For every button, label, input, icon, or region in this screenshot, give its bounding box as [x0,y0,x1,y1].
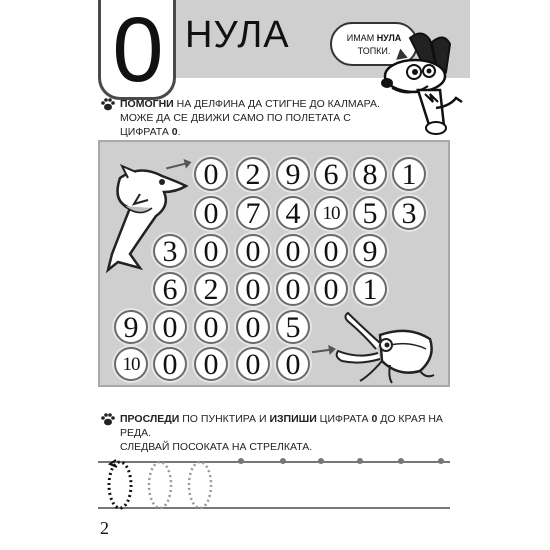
maze-cell-value: 5 [285,311,301,344]
task1-text3-suffix: . [177,126,181,138]
maze-cell[interactable] [236,196,270,230]
maze-cell-value: 9 [123,311,139,344]
maze-cell-value: 0 [203,311,219,344]
maze-cell-value: 0 [245,348,261,381]
maze-cell[interactable] [194,196,228,230]
maze-cell-value: 0 [323,235,339,268]
task2-text3: ДО КРАЯ НА РЕДА. [120,413,443,439]
maze-cell[interactable] [236,310,270,344]
maze-cell-value: 4 [285,197,301,230]
maze-cell[interactable] [236,347,270,381]
task1-bold: ПОМОГНИ [120,98,174,110]
maze-cell-value: 0 [245,311,261,344]
maze-cell-value: 3 [401,197,417,230]
maze-cell-value: 0 [203,348,219,381]
page-number: 2 [100,518,109,538]
maze-cell[interactable] [353,234,387,268]
trace-start-dot[interactable] [357,458,363,464]
speech-line1-bold: НУЛА [376,33,402,43]
task2-instruction [120,412,460,454]
maze-cell[interactable] [236,272,270,306]
maze-cell-value: 9 [285,158,301,191]
maze-cell[interactable] [276,310,310,344]
maze-cell-value: 0 [162,311,178,344]
task1-text1: НА ДЕЛФИНА ДА СТИГНЕ ДО КАЛМАРА. [173,98,380,110]
maze-cell-value: 1 [401,158,417,191]
maze-cell-value: 0 [245,235,261,268]
maze-cell[interactable] [276,196,310,230]
task2-digit: 0 [371,413,378,425]
paw-icon [100,411,116,427]
task1-text3-prefix: ЦИФРАТА [120,126,172,138]
maze-cell[interactable] [194,347,228,381]
dog-illustration [370,28,465,138]
maze-cell-value: 10 [322,203,340,224]
maze-cell-value: 7 [245,197,261,230]
maze-cell-value: 3 [162,235,178,268]
maze-cell[interactable] [392,196,426,230]
maze-cell-value: 0 [203,197,219,230]
speech-line1-prefix: ИМАМ [346,33,377,43]
maze-cell[interactable] [194,272,228,306]
squid-illustration [330,305,440,385]
maze-cell[interactable] [353,157,387,191]
maze-cell-value: 0 [285,273,301,306]
maze-cell[interactable] [314,272,348,306]
maze-cell-value: 8 [362,158,378,191]
maze-cell[interactable] [153,272,187,306]
trace-zero-dashed[interactable] [145,454,175,514]
maze-cell[interactable] [114,347,148,381]
big-digit: 0 [112,0,164,101]
maze-cell[interactable] [314,157,348,191]
maze-cell-value: 2 [245,158,261,191]
maze-cell[interactable] [276,157,310,191]
maze-cell[interactable] [153,310,187,344]
maze-cell-value: 0 [285,235,301,268]
maze-cell-value: 0 [203,158,219,191]
maze-cell-value: 1 [362,273,378,306]
maze-cell[interactable] [314,196,348,230]
maze-cell[interactable] [153,347,187,381]
task1-instruction [120,97,380,139]
maze-cell-value: 9 [362,235,378,268]
task1-text3-digit: 0 [171,126,178,138]
task2-bold2: ИЗПИШИ [269,413,317,425]
maze-cell[interactable] [276,272,310,306]
maze-cell[interactable] [194,234,228,268]
task2-text1: ПО ПУНКТИРА И [179,413,270,425]
task2-text2: ЦИФРАТА [316,413,372,425]
maze-cell-value: 0 [245,273,261,306]
page-title: НУЛА [185,14,290,56]
maze-cell-value: 2 [203,273,219,306]
paw-icon [100,96,116,112]
trace-zero-with-arrow [104,454,138,514]
maze-cell[interactable] [236,157,270,191]
trace-start-dot[interactable] [438,458,444,464]
trace-start-dot[interactable] [238,458,244,464]
maze-cell-value: 5 [362,197,378,230]
speech-line2: ТОПКИ. [357,46,391,56]
task2-line2: СЛЕДВАЙ ПОСОКАТА НА СТРЕЛКАТА. [120,441,313,453]
maze-cell-value: 0 [203,235,219,268]
maze-cell-value: 0 [323,273,339,306]
trace-start-dot[interactable] [398,458,404,464]
maze-cell[interactable] [236,234,270,268]
task1-text2: МОЖЕ ДА СЕ ДВИЖИ САМО ПО ПОЛЕТАТА С [120,112,351,124]
maze-cell[interactable] [153,234,187,268]
maze-cell[interactable] [194,310,228,344]
maze-cell-value: 10 [122,354,140,375]
maze-cell-value: 6 [323,158,339,191]
maze-cell[interactable] [353,272,387,306]
maze-cell[interactable] [194,157,228,191]
maze-cell[interactable] [314,234,348,268]
maze-cell-value: 0 [162,348,178,381]
trace-zero-dashed[interactable] [185,454,215,514]
maze-cell[interactable] [276,234,310,268]
maze-cell[interactable] [276,347,310,381]
maze-cell-value: 6 [162,273,178,306]
task2-bold1: ПРОСЛЕДИ [120,413,180,425]
trace-start-dot[interactable] [318,458,324,464]
maze-cell[interactable] [392,157,426,191]
trace-start-dot[interactable] [280,458,286,464]
maze-cell[interactable] [114,310,148,344]
maze-cell[interactable] [353,196,387,230]
maze-cell-value: 0 [285,348,301,381]
